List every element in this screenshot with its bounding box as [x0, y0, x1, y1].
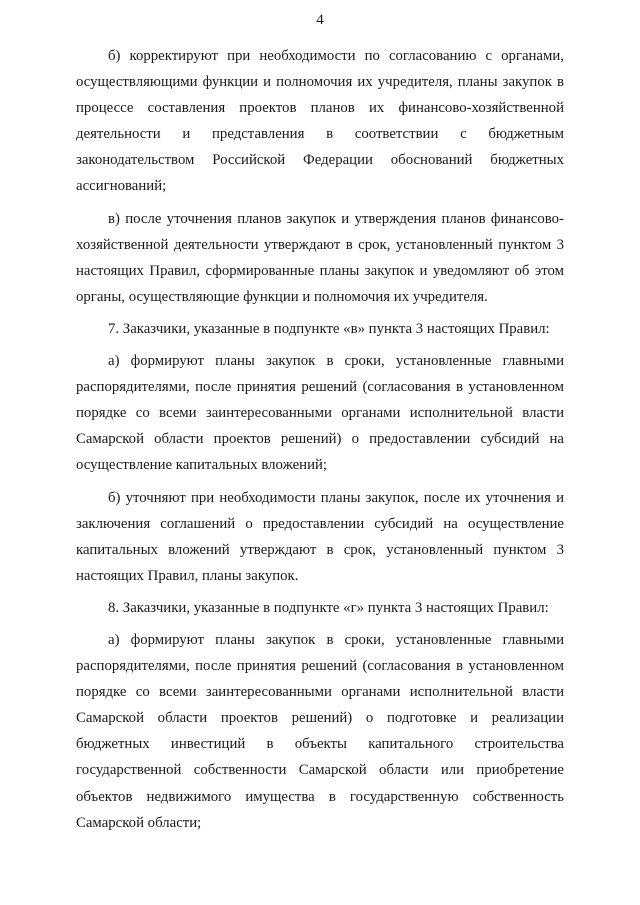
paragraph-7a: а) формируют планы закупок в сроки, установленные главными распорядителями, после принятия решений (согласования в установленном порядке со всеми заинтересованными органами исполнительной власти Самарской области проектов решений) о предоставлении субсидий на осуществление капитальных вложений;: [76, 353, 564, 474]
paragraph-v-approve: в) после уточнения планов закупок и утверждения планов финансово-хозяйственной деятельности утверждают в срок, установленный пунктом 3 настоящих Правил, сформированные планы закупок и уведомляют об этом органы, осуществляющие функции и полномочия их учредителя.: [76, 210, 564, 305]
paragraph-8a: а) формируют планы закупок в сроки, установленные главными распорядителями, после принятия решений (согласования в установленном порядке со всеми заинтересованными органами исполнительной власти Самарской области проектов решений) о подготовке и реализации бюджетных инвестиций в объекты капитального строительства государственной собственности Самарской области или приобретение объектов недвижимого имущества в государственную собственность Самарской области;: [76, 631, 564, 831]
document-body: [76, 43, 564, 836]
paragraph-8-heading: 8. Заказчики, указанные в подпункте «г» пункта 3 настоящих Правил:: [108, 599, 549, 616]
paragraph-b-adjust: б) корректируют при необходимости по согласованию с органами, осуществляющими функции и полномочия их учредителя, планы закупок в процессе составления проектов планов их финансово-хозяйственной деятельности и представления в соответствии с бюджетным законодательством Российской Федерации обоснований бюджетных ассигнований;: [76, 48, 564, 195]
page-number: 4: [316, 12, 324, 28]
paragraph-7b: б) уточняют при необходимости планы закупок, после их уточнения и заключения соглашений о предоставлении субсидий на осуществление капитальных вложений утверждают в срок, установленный пунктом 3 настоящих Правил, планы закупок.: [76, 489, 564, 584]
paragraph-7-heading: 7. Заказчики, указанные в подпункте «в» пункта 3 настоящих Правил:: [108, 320, 550, 337]
